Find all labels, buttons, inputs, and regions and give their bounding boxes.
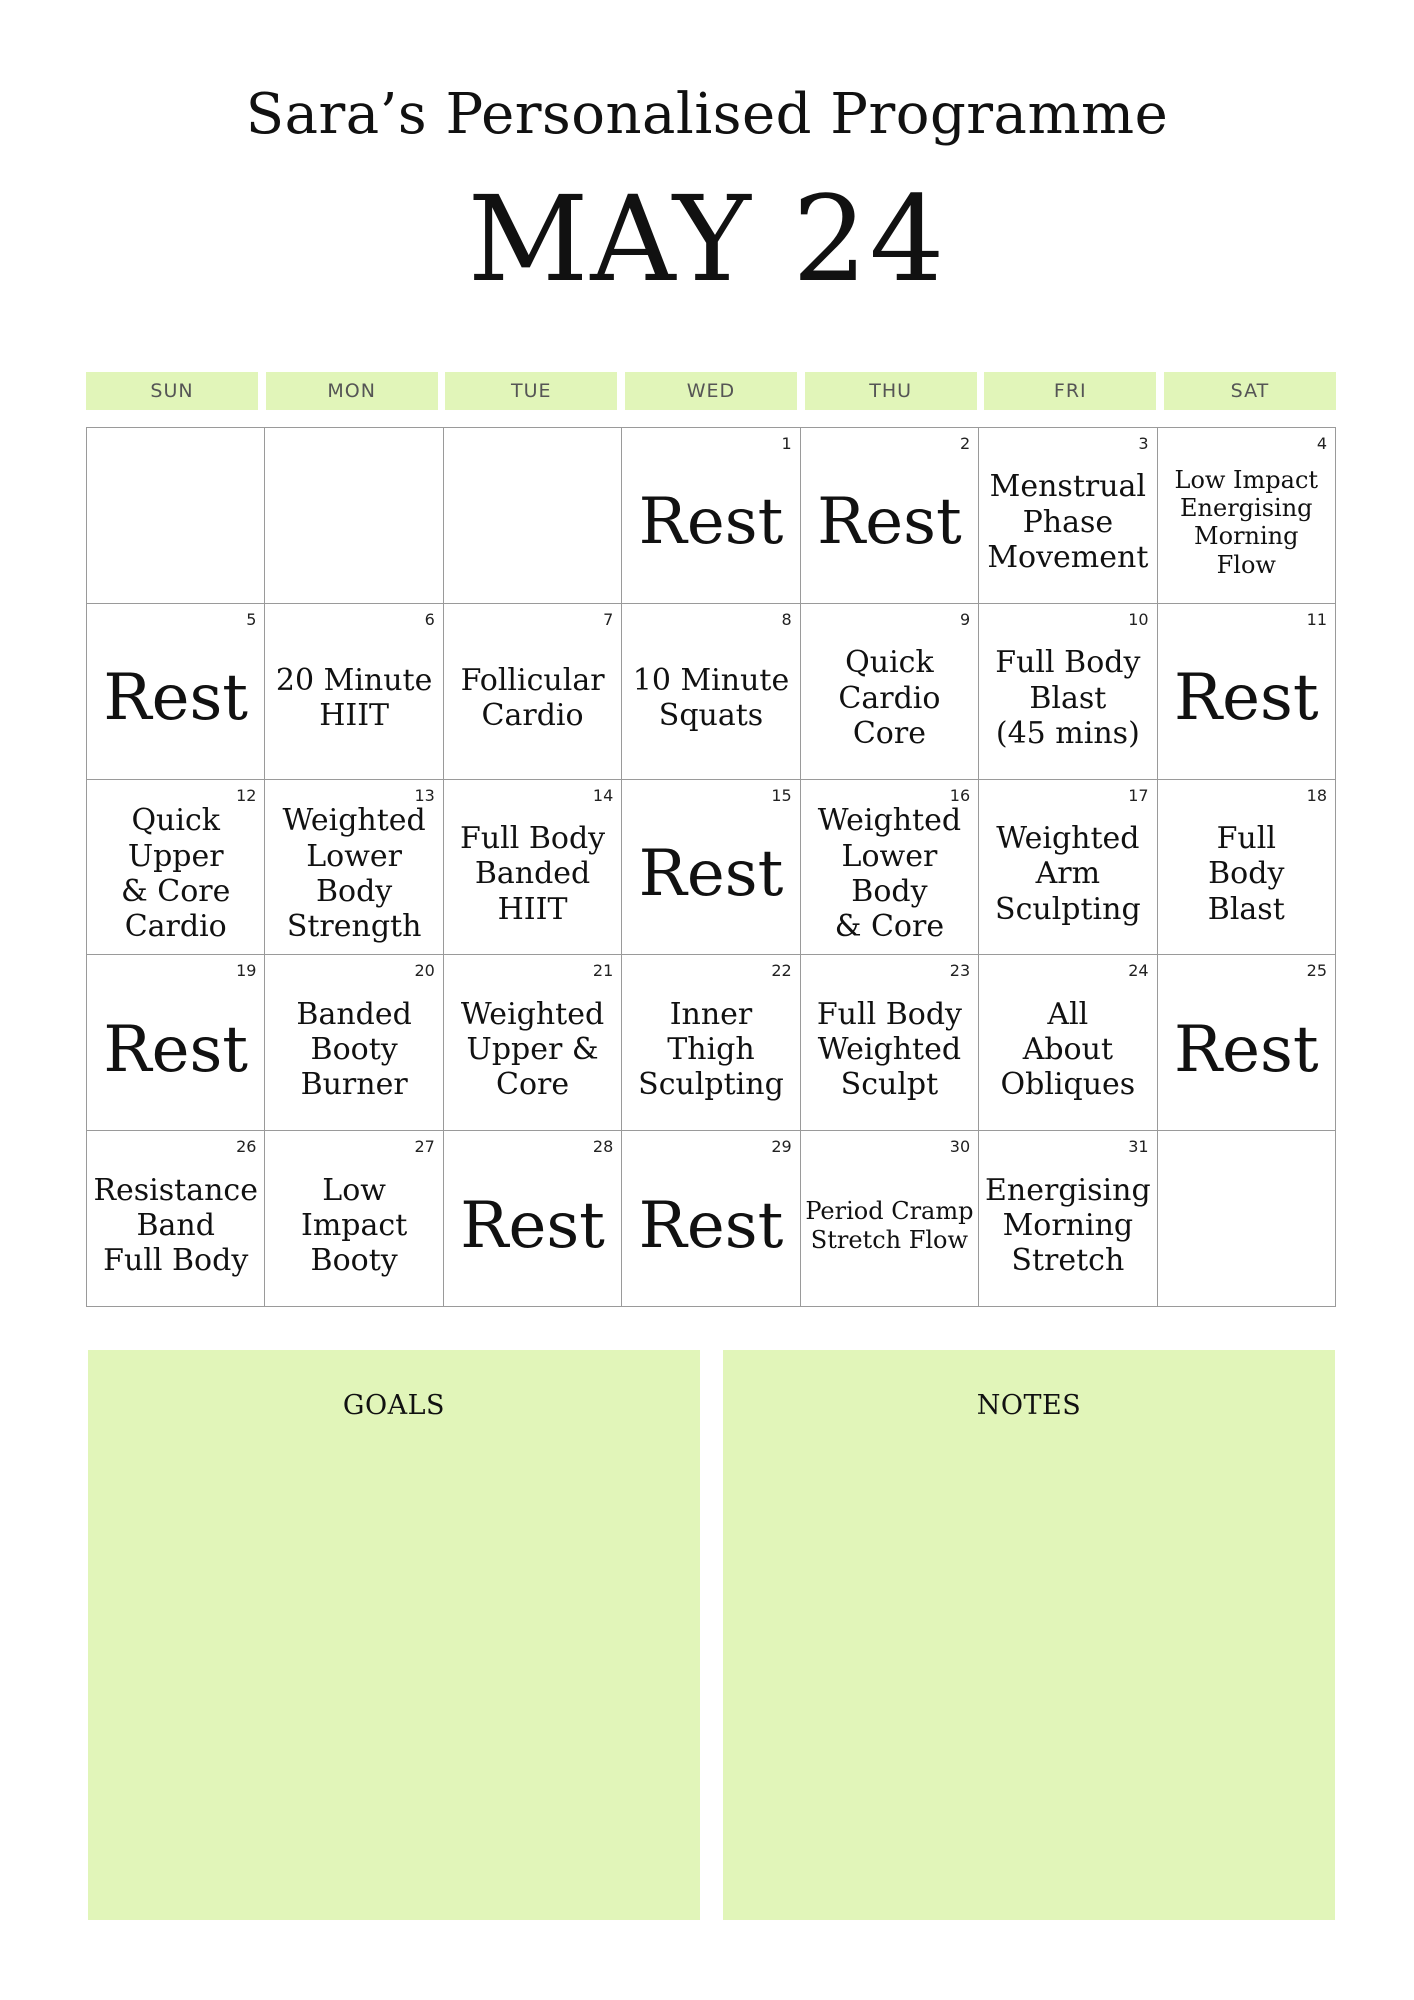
calendar-day-cell <box>801 955 979 1131</box>
workout-label: Quick Upper & Core Cardio <box>121 803 231 945</box>
rest-day-label: Rest <box>638 836 784 911</box>
calendar-day-cell <box>801 604 979 780</box>
workout-label: Low Impact Booty <box>301 1172 408 1279</box>
day-number: 20 <box>414 961 435 981</box>
weekday-header-mon: MON <box>266 372 438 410</box>
workout-label: All About Obliques <box>1000 996 1136 1103</box>
rest-day-label: Rest <box>1173 661 1319 736</box>
day-number: 22 <box>771 961 792 981</box>
calendar-day-cell <box>979 955 1157 1131</box>
calendar-empty-cell <box>265 428 443 604</box>
day-number: 2 <box>959 434 971 453</box>
day-number: 8 <box>781 609 792 629</box>
workout-label: Weighted Lower Body Strength <box>282 803 426 945</box>
day-number: 23 <box>949 961 971 981</box>
weekday-header-row <box>86 372 1336 410</box>
workout-label: Inner Thigh Sculpting <box>638 996 784 1103</box>
day-number: 31 <box>1128 1137 1149 1157</box>
notes-title: NOTES <box>976 1390 1082 1421</box>
day-number: 13 <box>414 785 435 805</box>
notes-panel[interactable] <box>723 1350 1335 1920</box>
weekday-header-wed: WED <box>625 372 797 410</box>
calendar-day-cell <box>622 428 800 604</box>
day-number: 26 <box>236 1137 257 1157</box>
day-number: 21 <box>592 961 614 981</box>
calendar-day-cell <box>801 1131 979 1307</box>
workout-label: Weighted Arm Sculpting <box>995 820 1141 927</box>
day-number: 11 <box>1306 609 1327 629</box>
day-number: 28 <box>592 1137 614 1157</box>
calendar-day-cell <box>1158 604 1336 780</box>
day-number: 29 <box>771 1137 792 1157</box>
calendar-day-cell <box>979 1131 1157 1307</box>
day-number: 25 <box>1306 961 1327 981</box>
day-number: 3 <box>1138 434 1149 453</box>
workout-label: Full Body Blast (45 mins) <box>995 645 1141 751</box>
calendar-empty-cell <box>444 428 622 604</box>
workout-label: 10 Minute Squats <box>632 662 790 734</box>
workout-label: Weighted Upper & Core <box>460 996 605 1103</box>
calendar-day-cell <box>622 1131 800 1307</box>
calendar-day-cell <box>979 604 1157 780</box>
calendar-day-cell <box>265 780 443 956</box>
day-number: 9 <box>959 609 971 629</box>
programme-subtitle: Sara’s Personalised Programme <box>245 82 1169 147</box>
workout-label: Full Body Banded HIIT <box>460 820 606 927</box>
day-number: 18 <box>1306 785 1327 805</box>
day-number: 5 <box>246 609 257 629</box>
calendar-empty-cell <box>1158 1131 1336 1307</box>
day-number: 6 <box>424 609 435 629</box>
workout-label: Follicular Cardio <box>460 662 605 734</box>
day-number: 16 <box>949 785 971 805</box>
calendar-day-cell <box>979 780 1157 956</box>
calendar-day-cell <box>444 1131 622 1307</box>
calendar-day-cell <box>265 955 443 1131</box>
calendar-empty-cell <box>87 428 265 604</box>
goals-panel[interactable] <box>88 1350 700 1920</box>
day-number: 10 <box>1128 609 1149 629</box>
rest-day-label: Rest <box>460 1188 605 1263</box>
weekday-header-thu: THU <box>805 372 977 410</box>
day-number: 19 <box>236 961 257 981</box>
day-number: 14 <box>592 785 614 805</box>
weekday-header-sat: SAT <box>1164 372 1336 410</box>
day-number: 30 <box>949 1137 971 1157</box>
workout-label: Full Body Weighted Sculpt <box>816 996 962 1103</box>
workout-label: Period Cramp Stretch Flow <box>805 1197 974 1254</box>
day-number: 24 <box>1128 961 1149 981</box>
rest-day-label: Rest <box>103 1012 249 1087</box>
calendar-day-cell <box>265 604 443 780</box>
calendar-day-cell <box>1158 780 1336 956</box>
day-number: 15 <box>771 785 792 805</box>
calendar-day-cell <box>801 780 979 956</box>
rest-day-label: Rest <box>817 485 962 560</box>
workout-label: Banded Booty Burner <box>296 996 412 1103</box>
workout-label: Quick Cardio Core <box>838 645 941 751</box>
calendar-day-cell <box>622 780 800 956</box>
calendar-day-cell <box>1158 428 1336 604</box>
day-number: 27 <box>414 1137 435 1157</box>
day-number: 7 <box>603 609 614 629</box>
goals-title: GOALS <box>342 1390 446 1421</box>
calendar-day-cell <box>87 955 265 1131</box>
calendar-day-cell <box>87 604 265 780</box>
weekday-header-fri: FRI <box>984 372 1156 410</box>
calendar-day-cell <box>444 780 622 956</box>
workout-label: 20 Minute HIIT <box>275 662 433 734</box>
workout-label: Resistance Band Full Body <box>93 1172 258 1279</box>
rest-day-label: Rest <box>638 485 784 560</box>
calendar-day-cell <box>622 604 800 780</box>
weekday-header-sun: SUN <box>86 372 258 410</box>
calendar-day-cell <box>265 1131 443 1307</box>
workout-label: Low Impact Energising Morning Flow <box>1174 465 1319 579</box>
calendar-day-cell <box>444 955 622 1131</box>
calendar-grid <box>86 427 1336 1307</box>
workout-label: Full Body Blast <box>1207 820 1285 927</box>
rest-day-label: Rest <box>1173 1012 1319 1087</box>
day-number: 12 <box>236 785 257 805</box>
calendar-day-cell <box>87 780 265 956</box>
day-number: 17 <box>1128 785 1149 805</box>
calendar-day-cell <box>1158 955 1336 1131</box>
calendar-day-cell <box>87 1131 265 1307</box>
workout-label: Weighted Lower Body & Core <box>817 803 962 945</box>
rest-day-label: Rest <box>103 661 249 736</box>
day-number: 1 <box>781 434 792 453</box>
workout-label: Energising Morning Stretch <box>985 1172 1151 1279</box>
calendar-day-cell <box>801 428 979 604</box>
workout-label: Menstrual Phase Movement <box>987 469 1149 576</box>
page-title: MAY 24 <box>467 170 947 308</box>
weekday-header-tue: TUE <box>445 372 617 410</box>
rest-day-label: Rest <box>638 1188 784 1263</box>
calendar-day-cell <box>979 428 1157 604</box>
day-number: 4 <box>1316 434 1327 453</box>
calendar-day-cell <box>622 955 800 1131</box>
calendar-day-cell <box>444 604 622 780</box>
